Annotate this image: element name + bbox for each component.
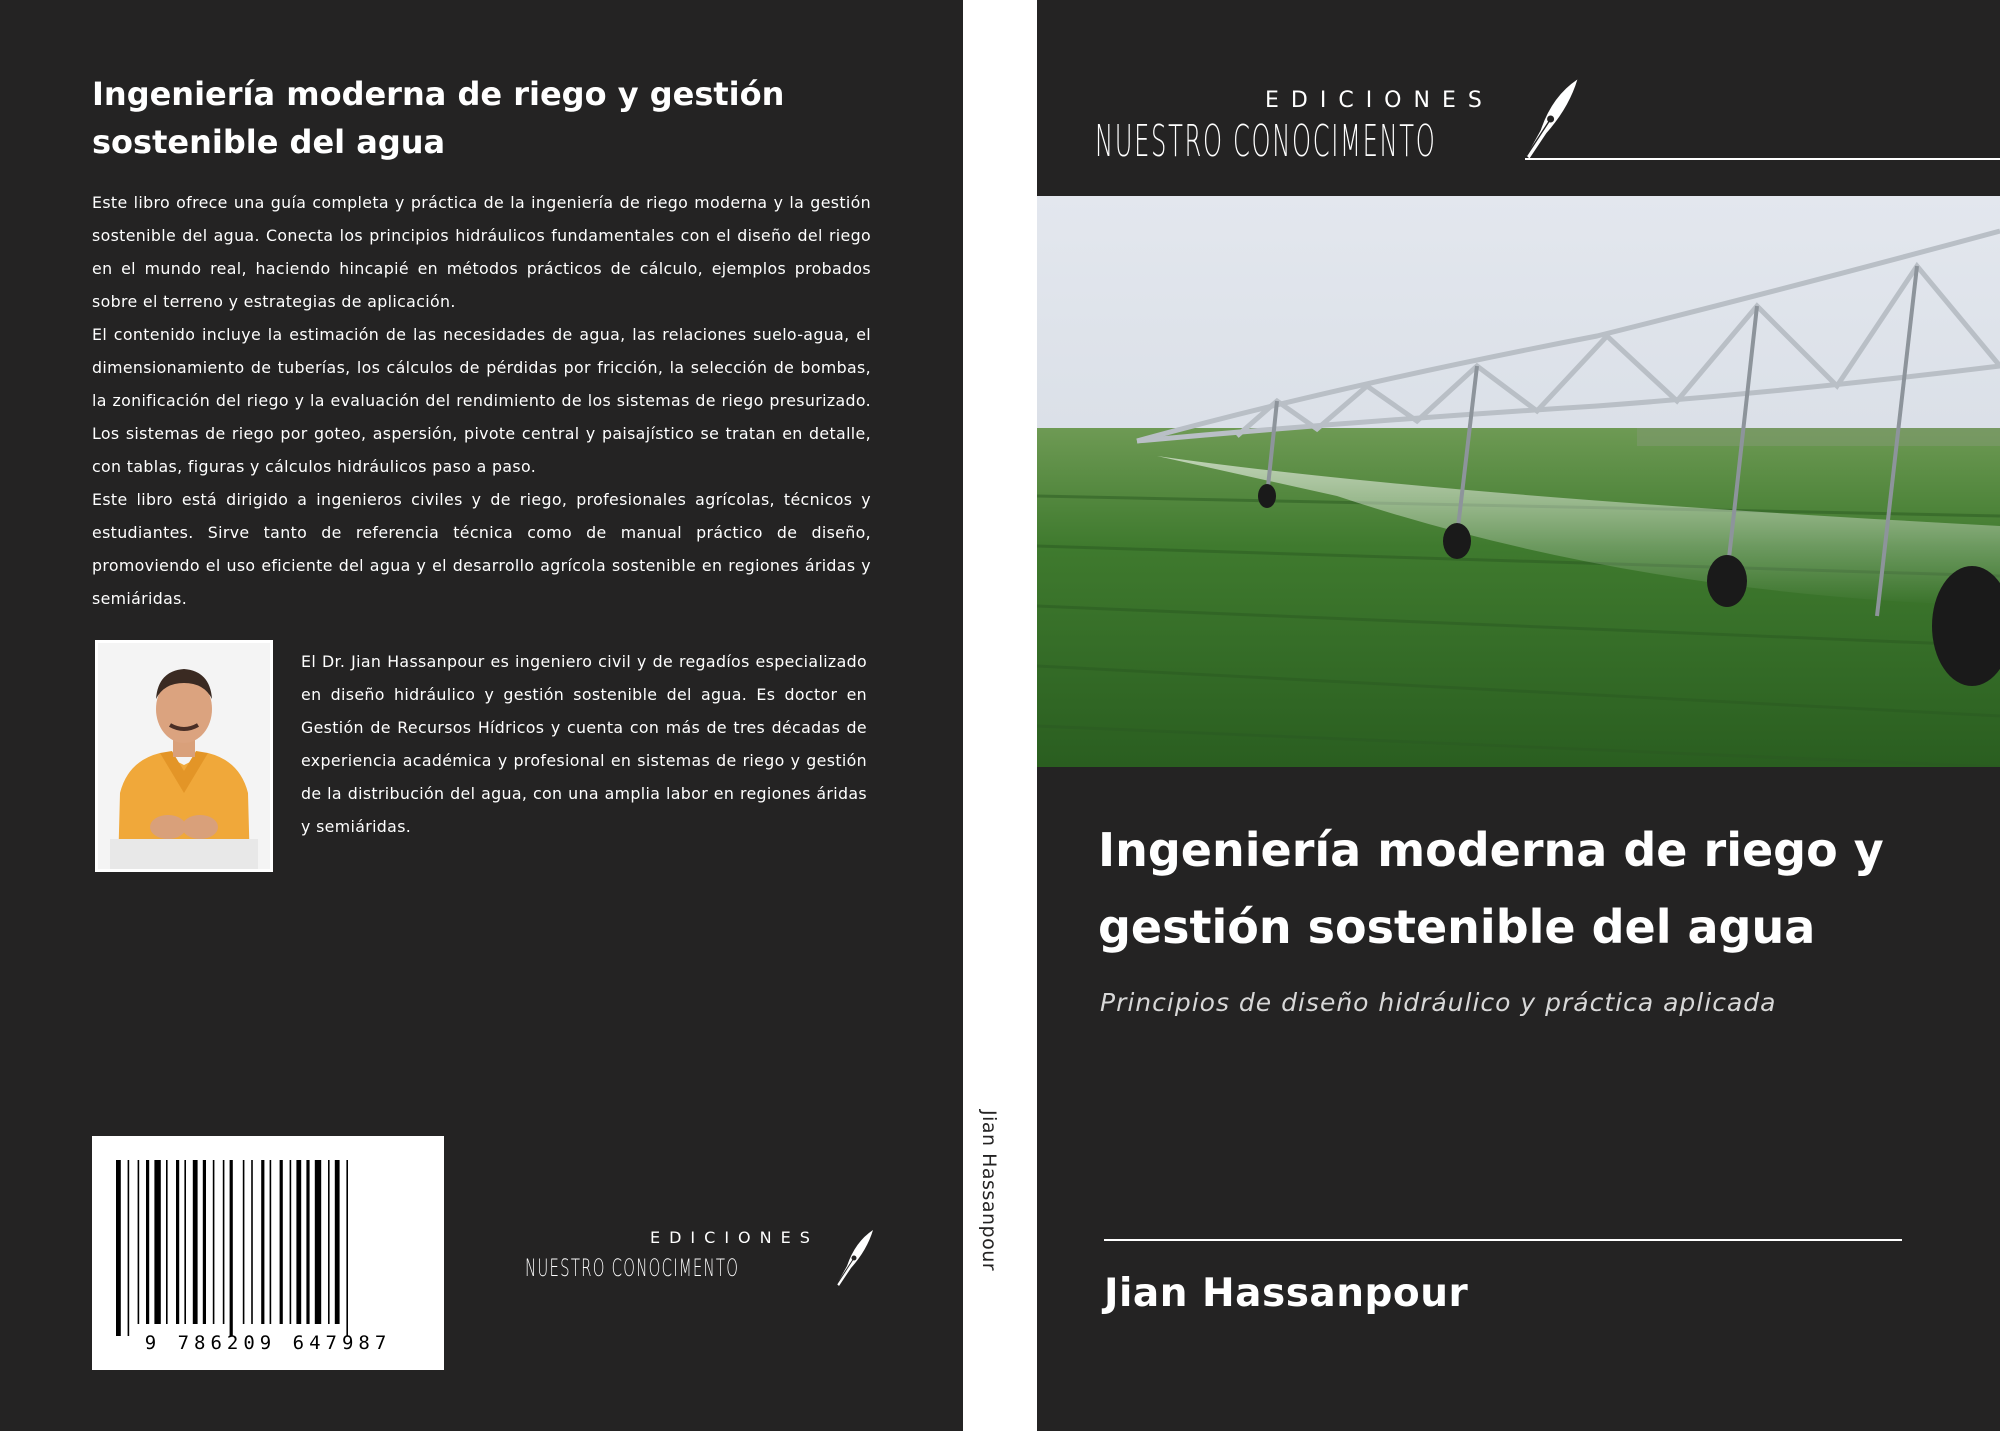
description-paragraph-1: Este libro ofrece una guía completa y práctica de la ingeniería de riego moderna y la gestión sostenible del agua. Conecta los principios hidráulicos fundamentales con el diseño del riego en el mundo real, haciendo hincapié en métodos prácticos de cálculo, ejemplos probados sobre el terreno y estrategias de aplicación. <box>92 193 871 311</box>
back-cover-title: Ingeniería moderna de riego y gestión sostenible del agua <box>92 75 785 161</box>
description-paragraph-2: El contenido incluye la estimación de las necesidades de agua, las relaciones suelo-agua, el dimensionamiento de tuberías, los cálculos de pérdidas por fricción, la selección de bombas, la zonificación del riego y la evaluación del rendimiento de los sistemas de riego presurizado. Los sistemas de riego por goteo, aspersión, pivote central y paisajístico se tratan en detalle, con tablas, figuras y cálculos hidráulicos paso a paso. <box>92 325 871 476</box>
irrigation-pivot-photo <box>1037 196 2000 767</box>
description-paragraph-3: Este libro está dirigido a ingenieros civiles y de riego, profesionales agrícolas, técnicos y estudiantes. Sirve tanto de referencia técnica como de manual práctico de diseño, promoviendo el uso eficiente del agua y el desarrollo agrícola sostenible en regiones áridas y semiáridas. <box>92 490 871 608</box>
front-cover-author: Jian Hassanpour <box>1104 1271 1469 1316</box>
author-divider-line <box>1104 1239 1902 1241</box>
pen-nib-icon <box>1521 74 1583 164</box>
front-publisher-logo <box>1095 72 2000 172</box>
front-cover-subtitle: Principios de diseño hidráulico y práctica aplicada <box>1100 988 1777 1017</box>
author-bio: El Dr. Jian Hassanpour es ingeniero civil y de regadíos especializado en diseño hidráulico y gestión sostenible del agua. Es doctor en Gestión de Recursos Hídricos y cuenta con más de tres décadas de experiencia académica y profesional en sistemas de riego y gestión de la distribución del agua, con una amplia labor en regiones áridas y semiáridas. <box>301 652 867 836</box>
spine <box>963 0 1037 1431</box>
publisher-line-1: EDICIONES <box>1265 88 1494 113</box>
front-cover-title: Ingeniería moderna de riego y gestión sostenible del agua <box>1098 823 1884 954</box>
pen-nib-icon <box>833 1228 877 1288</box>
back-publisher-logo <box>525 1228 885 1288</box>
isbn-number: 9 786209 647987 <box>144 1332 392 1354</box>
author-portrait <box>95 640 273 872</box>
isbn-barcode <box>92 1136 444 1370</box>
spine-author: Jian Hassanpour <box>978 1110 1000 1272</box>
logo-divider-line <box>1525 158 2000 160</box>
publisher-line-1: EDICIONES <box>650 1228 819 1247</box>
publisher-line-2: NUESTRO CONOCIMENTO <box>525 1254 740 1282</box>
publisher-line-2: NUESTRO CONOCIMENTO <box>1095 116 1437 167</box>
